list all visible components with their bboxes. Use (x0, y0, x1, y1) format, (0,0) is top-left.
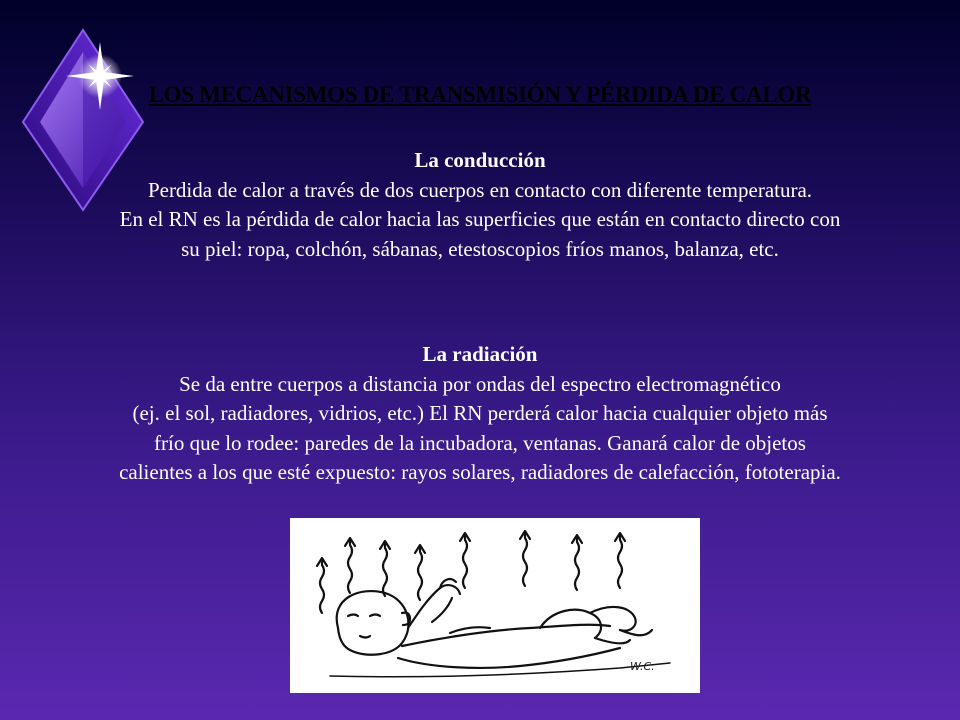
baby-drawing (290, 518, 700, 693)
conduccion-line: En el RN es la pérdida de calor hacia las superficies que están en contacto directo con (119, 207, 841, 231)
radiacion-line: frío que lo rodee: paredes de la incubadora, ventanas. Ganará calor de objetos (154, 430, 806, 455)
artist-initials: W.C. (630, 660, 655, 673)
radiacion-line: (ej. el sol, radiadores, vidrios, etc.) El RN perderá calor hacia cualquier objeto más (132, 401, 828, 425)
section-conduccion (0, 146, 960, 264)
conduccion-line: Perdida de calor a través de dos cuerpos en contacto con diferente temperatura. (147, 177, 813, 202)
radiacion-line: calientes a los que esté expuesto: rayos solares, radiadores de calefacción, fototerapia. (119, 460, 841, 484)
conduccion-line: su piel: ropa, colchón, sábanas, etestoscopios fríos manos, balanza, etc. (181, 236, 779, 261)
conduccion-heading: La conducción (414, 148, 546, 172)
slide-title: LOS MECANISMOS DE TRANSMISIÓN Y PÉRDIDA DE CALOR (148, 82, 812, 107)
radiacion-line: Se da entre cuerpos a distancia por ondas del espectro electromagnético (179, 371, 781, 396)
radiacion-heading: La radiación (422, 342, 538, 366)
heat-wave-arrows (317, 531, 625, 613)
section-radiacion (0, 340, 960, 488)
baby-radiation-illustration (290, 518, 700, 693)
